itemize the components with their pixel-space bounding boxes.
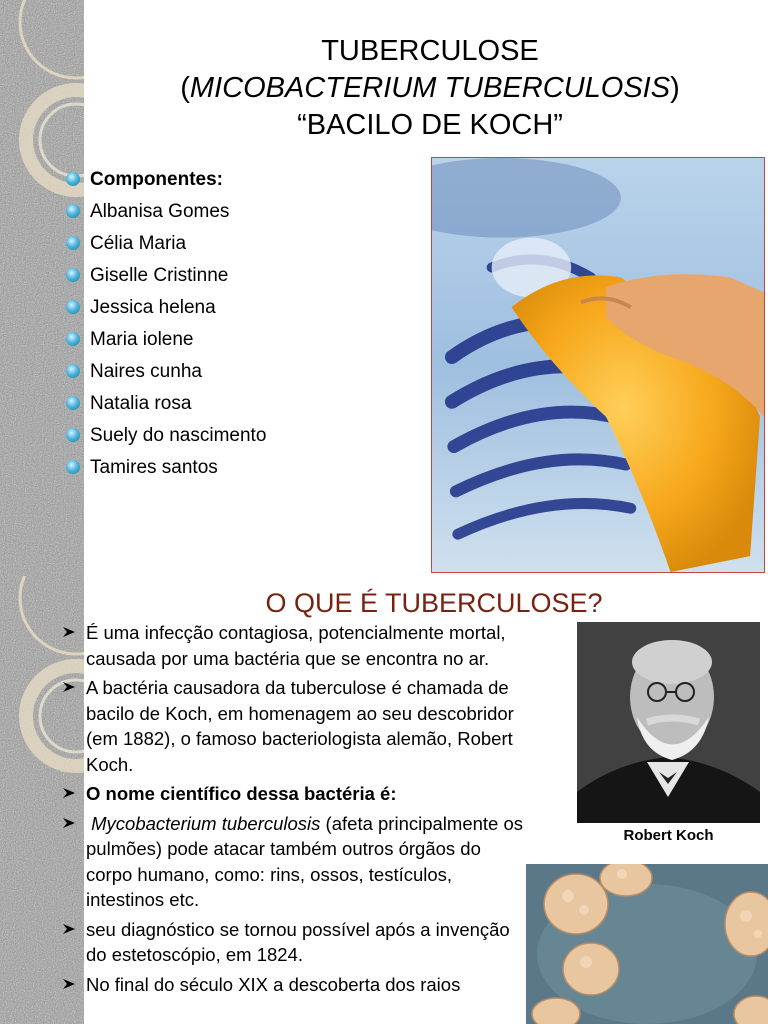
list-item xyxy=(62,781,532,807)
arrowhead-bullet-icon xyxy=(62,978,76,990)
bullet-dot-icon xyxy=(66,268,80,282)
member-name: Célia Maria xyxy=(90,233,187,254)
slide-title xyxy=(100,33,760,144)
list-item xyxy=(62,917,532,968)
list-item xyxy=(64,262,266,294)
title-scientific-name: MICOBACTERIUM TUBERCULOSIS xyxy=(189,72,671,104)
list-item xyxy=(62,620,532,671)
member-name: Tamires santos xyxy=(90,457,218,478)
list-item xyxy=(64,454,266,486)
member-name: Jessica helena xyxy=(90,297,216,318)
bullet-dot-icon xyxy=(66,364,80,378)
arrowhead-bullet-icon xyxy=(62,923,76,935)
title-line-3: “BACILO DE KOCH” xyxy=(297,109,563,141)
member-name: Naires cunha xyxy=(90,361,202,382)
bullet-list xyxy=(62,620,532,1001)
list-heading xyxy=(64,166,266,198)
robert-koch-portrait xyxy=(577,622,760,823)
list-item xyxy=(64,390,266,422)
list-item xyxy=(64,230,266,262)
bullet-text: O nome científico dessa bactéria é: xyxy=(86,783,397,804)
list-item xyxy=(64,326,266,358)
bullet-text: (afeta principalmente os pulmões) pode atacar também outros órgãos do corpo humano, como: rins, ossos, testículos, intestinos etc. xyxy=(86,812,524,910)
bullet-dot-icon xyxy=(66,396,80,410)
title-line-1: TUBERCULOSE xyxy=(321,35,539,67)
arrowhead-bullet-icon xyxy=(62,626,76,638)
list-item xyxy=(62,811,532,913)
photo-caption: Robert Koch xyxy=(623,827,714,844)
list-item xyxy=(64,198,266,230)
bullet-dot-icon xyxy=(66,300,80,314)
chest-xray-image xyxy=(432,158,764,572)
list-heading-text: Componentes: xyxy=(90,169,223,190)
bullet-dot-icon xyxy=(66,460,80,474)
list-item xyxy=(62,972,532,998)
bullet-text: A bactéria causadora da tuberculose é chamada de bacilo de Koch, em homenagem ao seu descobridor (em 1882), o famoso bacteriologista alemão, Robert Koch. xyxy=(86,677,514,775)
bullet-text: seu diagnóstico se tornou possível após a invenção do estetoscópio, em 1824. xyxy=(86,918,510,965)
member-name: Suely do nascimento xyxy=(90,425,267,446)
arrowhead-bullet-icon xyxy=(62,787,76,799)
member-name: Natalia rosa xyxy=(90,393,192,414)
bullet-dot-icon xyxy=(66,332,80,346)
members-list xyxy=(64,166,266,486)
bullet-text: No final do século XIX a descoberta dos raios xyxy=(86,973,461,995)
bullet-dot-icon xyxy=(66,428,80,442)
slide-title: O QUE É TUBERCULOSE? xyxy=(265,588,603,618)
colony-image xyxy=(526,864,768,1024)
list-item xyxy=(64,358,266,390)
bacteria-colony-photo xyxy=(526,864,768,1024)
xray-photo xyxy=(431,157,765,573)
title-paren-open: ( xyxy=(180,72,190,104)
member-name: Albanisa Gomes xyxy=(90,201,230,222)
bullet-dot-icon xyxy=(66,204,80,218)
slide-2 xyxy=(0,576,768,1024)
arrowhead-bullet-icon xyxy=(62,817,76,829)
portrait-image xyxy=(577,622,760,823)
member-name: Maria iolene xyxy=(90,329,194,350)
list-item xyxy=(64,294,266,326)
scientific-name: Mycobacterium tuberculosis xyxy=(91,812,321,834)
title-line-2 xyxy=(100,70,760,107)
arrowhead-bullet-icon xyxy=(62,681,76,693)
bullet-dot-icon xyxy=(66,172,80,186)
member-name: Giselle Cristinne xyxy=(90,265,229,286)
bullet-dot-icon xyxy=(66,236,80,250)
title-paren-close: ) xyxy=(670,72,680,104)
bullet-text: É uma infecção contagiosa, potencialmente mortal, causada por uma bactéria que se encontra no ar. xyxy=(86,622,506,669)
list-item xyxy=(64,422,266,454)
list-item xyxy=(62,675,532,777)
